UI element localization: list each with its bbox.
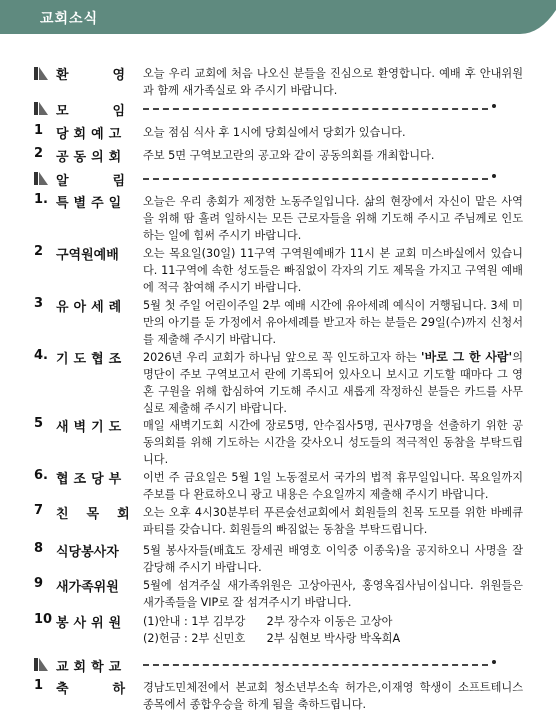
notice-text: 이번 주 금요일은 5월 1일 노동절로서 국가의 법적 휴무일입니다. 목요일까지 주보를 다 완료하오니 광고 내용은 수요일까지 제출해 주시기 바랍니다.: [143, 471, 523, 501]
meeting-label: 공동의회: [56, 150, 127, 165]
header-title: 교회소식: [40, 11, 99, 27]
section-label-welcome: [56, 64, 170, 83]
notice-label: 특별주일: [56, 196, 127, 211]
section-bullet-icon: [34, 67, 48, 80]
section-bullet-icon: [34, 658, 48, 671]
divider-dot: [492, 174, 496, 178]
notice-text: 5월에 섬겨주실 새가족위원은 고상아권사, 홍영옥집사님이십니다. 위원들은 새가족들을 VIP로 잘 섬겨주시기 바랍니다.: [143, 579, 523, 609]
notice-text: [143, 613, 523, 647]
volunteer-line: (1)안내 : 1부 김부강 2부 장수자 이동은 고상아: [143, 615, 393, 628]
notice-label: 식당봉사자: [56, 545, 119, 560]
notice-label: 유아세례: [56, 300, 127, 315]
school-label: 축하: [56, 682, 170, 697]
divider-dashed: [143, 664, 488, 666]
header-band: [0, 0, 556, 36]
notice-label: 구역원예배: [56, 248, 119, 263]
meeting-label: 당회예고: [56, 127, 127, 142]
welcome-text: 오늘 우리 교회에 처음 나오신 분들을 진심으로 환영합니다. 예배 후 안내위원과 함께 새가족실로 와 주시기 바랍니다.: [143, 67, 523, 97]
divider-dot: [492, 660, 496, 664]
section-bullet-icon: [34, 172, 48, 185]
notice-label: 기도협조: [56, 352, 127, 367]
notice-text: 오늘은 우리 총회가 제정한 노동주일입니다. 삶의 현장에서 자신이 맡은 사역을 위해 땀 흘려 일하시는 모든 근로자들을 위해 기도해 주시고 주님께로 인도하는 일에 힘써 주시기 바랍니다.: [143, 195, 523, 242]
notice-label: 새가족위원: [56, 580, 119, 595]
notice-label: 협조당부: [56, 472, 127, 487]
notice-text: 5월 첫 주일 어린이주일 2부 예배 시간에 유아세례 예식이 거행됩니다. 3세 미만의 아기를 둔 가정에서 유아세례를 받고자 하는 분들은 29일(수)까지 신청서를 제출해 주시기 바랍니다.: [143, 299, 523, 346]
notice-text: 오는 목요일(30일) 11구역 구역원예배가 11시 본 교회 미스바실에서 있습니다. 11구역에 속한 성도들은 빠짐없이 각자의 기도 제목을 가지고 구역원 예배에 적극 참여해 주시기 바랍니다.: [143, 247, 523, 294]
divider-dashed: [143, 178, 488, 180]
notice-text: 2026년 우리 교회가 하나님 앞으로 꼭 인도하고자 하는 '바로 그 한 사람'의 명단이 주보 구역보고서 란에 기록되어 있사오니 보시고 기도할 때마다 그 영혼 구원을 위해 합심하여 기도해 주시고 새롭게 작정하신 분들은 카드를 사무실로 제출해 주시기 바랍니다.: [143, 350, 523, 415]
notice-label: 새벽기도: [56, 420, 127, 435]
section-label-meetings: 모임: [56, 104, 170, 119]
highlight-phrase: '바로 그 한 사람': [420, 350, 513, 364]
volunteer-line: (2)헌금 : 2부 신민호 2부 심현보 박사랑 박옥희A: [143, 632, 401, 645]
welcome-label: 환영: [56, 68, 170, 83]
notice-label: 친목회: [56, 507, 148, 522]
divider-dot: [492, 104, 496, 108]
section-bullet-icon: [34, 102, 48, 115]
school-text: 경남도민체전에서 본교회 청소년부소속 허가은,이재영 학생이 소프트테니스 종목에서 종합우승을 하게 됨을 축하드립니다.: [143, 681, 523, 711]
divider-dashed: [143, 108, 488, 110]
notice-label: 봉사위원: [56, 616, 127, 631]
notice-text: 매일 새벽기도회 시간에 장로5명, 안수집사5명, 권사7명을 선출하기 위한 공동의회를 위해 기도하는 시간을 갖사오니 성도들의 적극적인 동참을 부탁드립니다.: [143, 419, 523, 466]
meeting-text: 오늘 점심 식사 후 1시에 당회실에서 당회가 있습니다.: [143, 126, 406, 139]
notice-text: 오는 오후 4시30분부터 푸른숲선교회에서 회원들의 친목 도모를 위한 바베큐파티를 갖습니다. 회원들의 빠짐없는 동참을 부탁드립니다.: [143, 506, 523, 536]
notice-text: 5월 봉사자들(배효도 장세권 배영호 이익중 이종욱)을 공지하오니 사명을 잘 감당해 주시기 바랍니다.: [143, 544, 523, 574]
meeting-text: 주보 5면 구역보고란의 공고와 같이 공동의회를 개최합니다.: [143, 149, 435, 162]
